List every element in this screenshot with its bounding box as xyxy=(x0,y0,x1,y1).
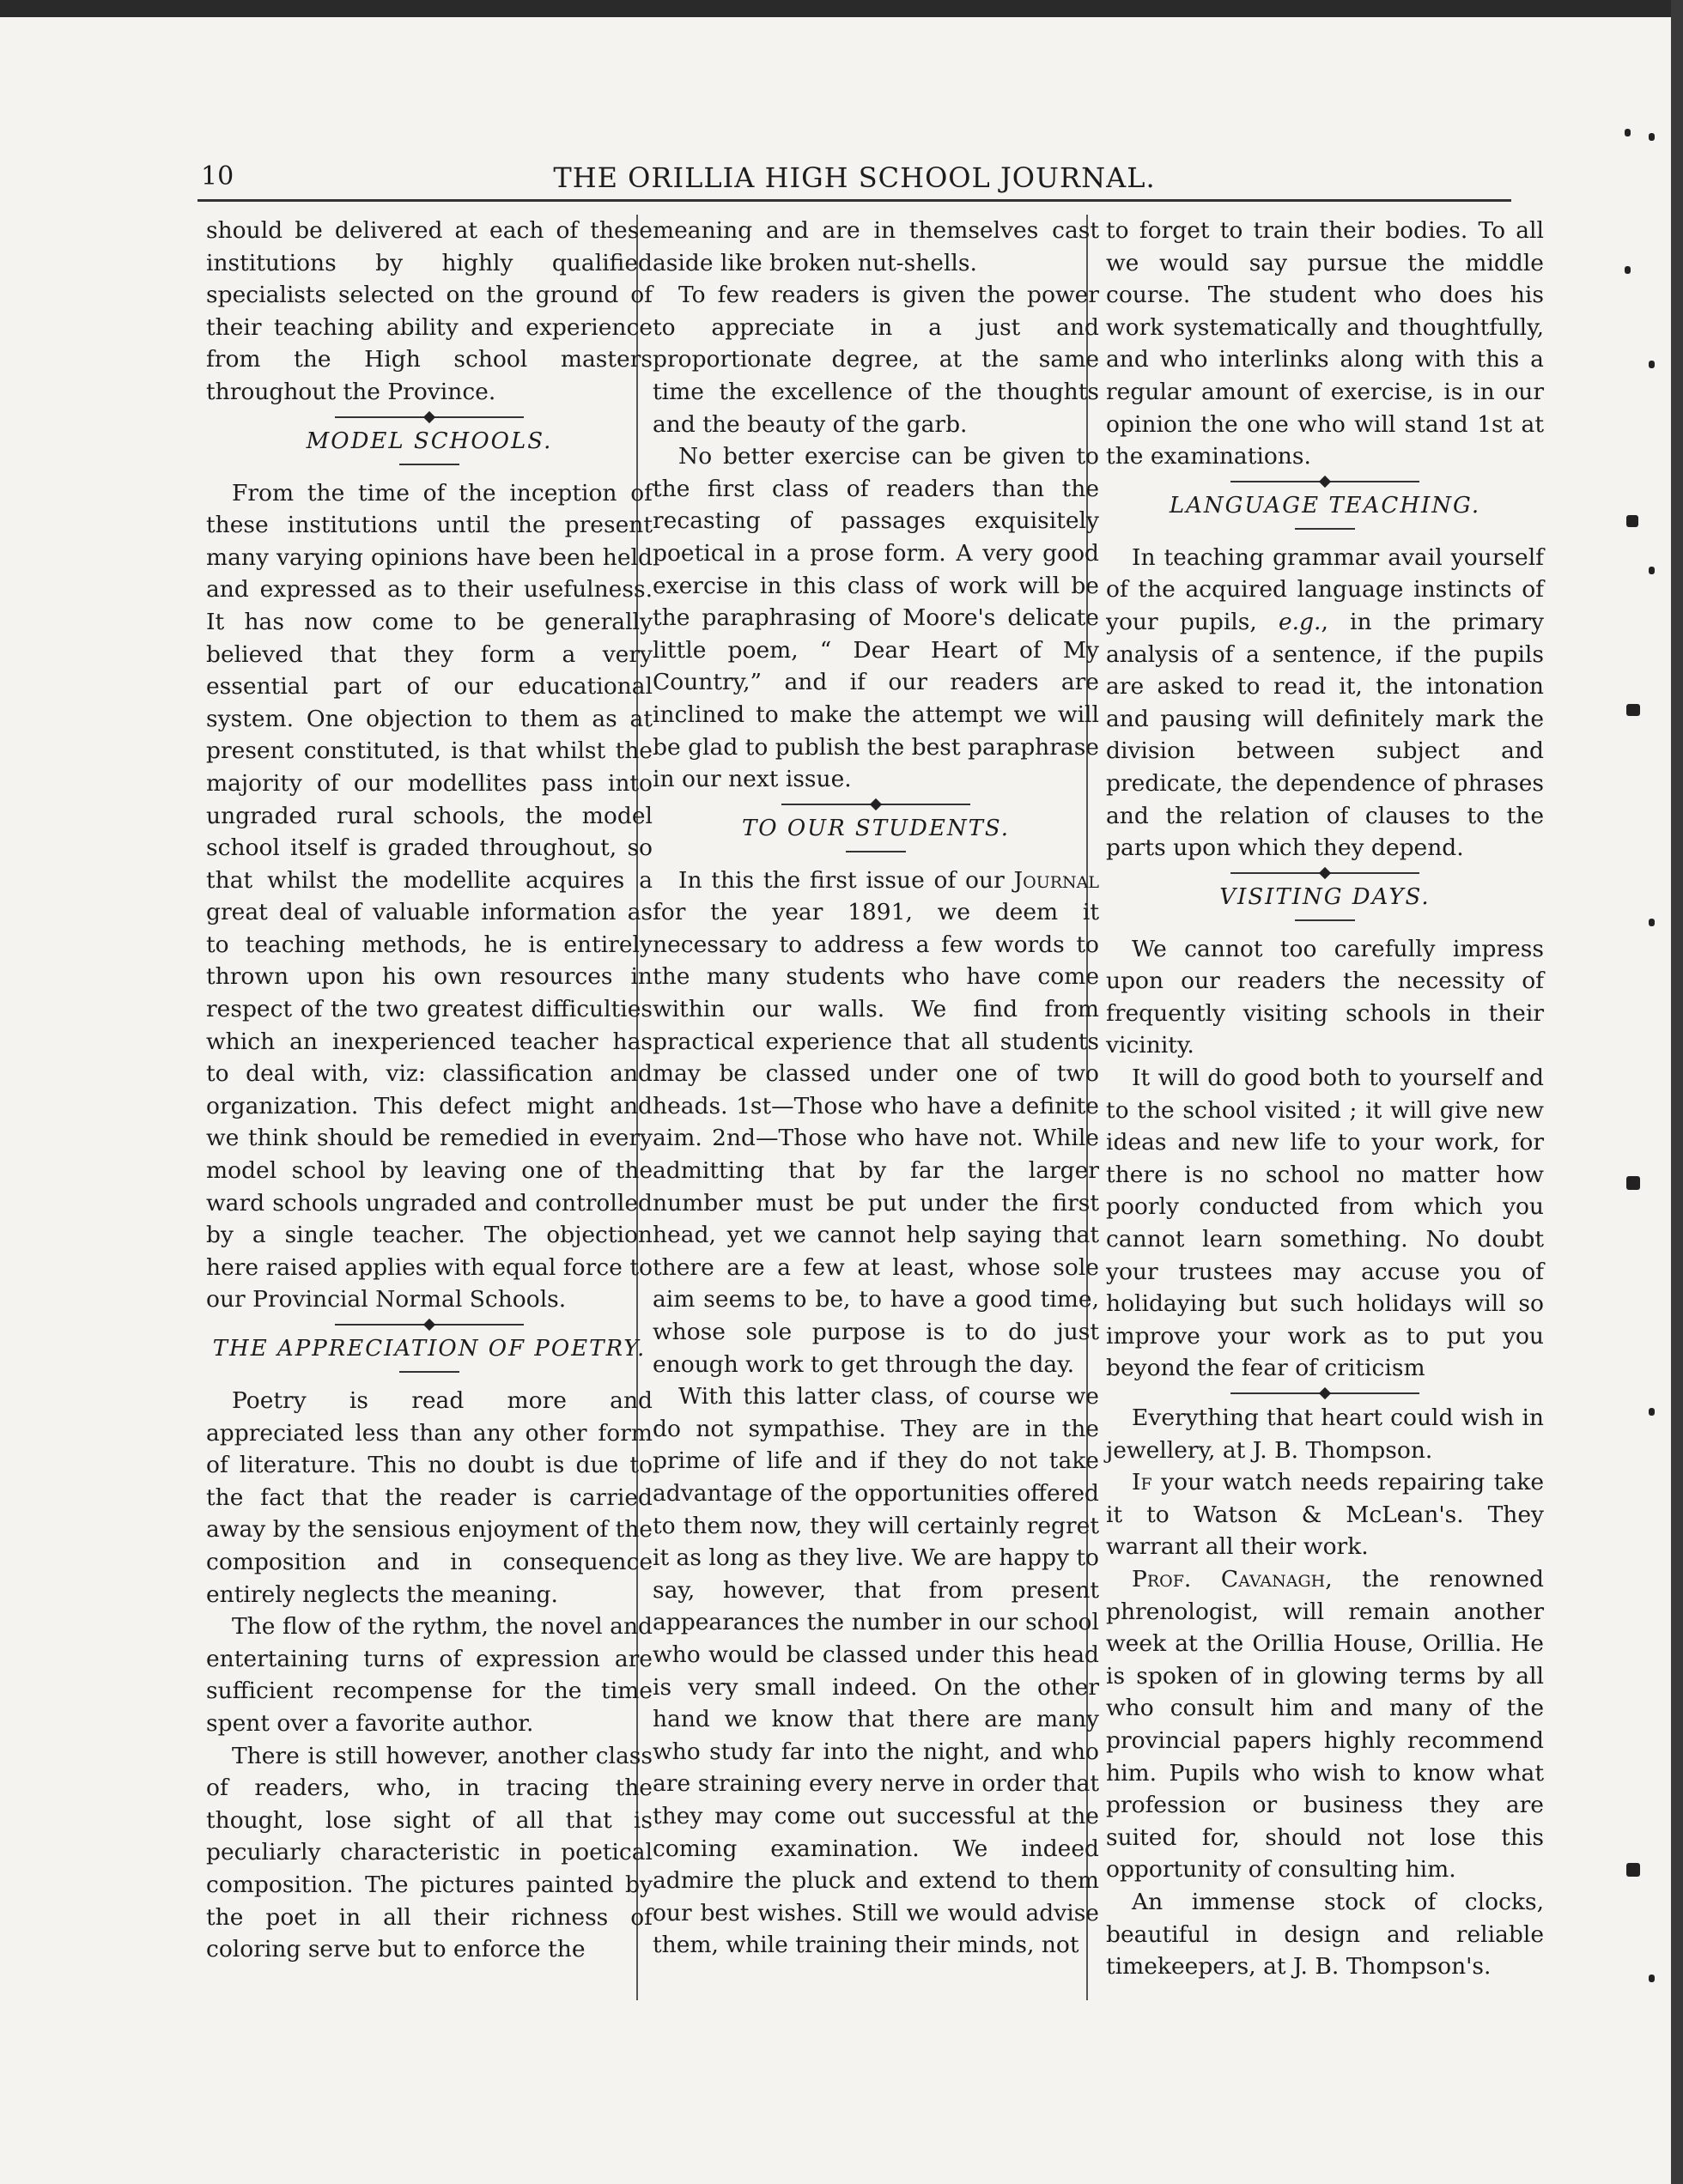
section-heading: VISITING DAYS. xyxy=(1219,883,1431,910)
section-heading: TO OUR STUDENTS. xyxy=(741,815,1011,841)
lead-smallcaps: If xyxy=(1132,1469,1152,1496)
paragraph: No better exercise can be given to the first class of readers than the recasting of passages exquisitely poetical in a prose form. A very good exercise in this class of work will be the paraphrasing of Moore's delicate little poem, “ Dear Heart of My Country,” and if our readers are inclined to make the attempt we will be glad to publish the best paraphrase in our next issue. xyxy=(653,443,1099,793)
column-1 xyxy=(206,215,653,1966)
section-heading: LANGUAGE TEACHING. xyxy=(1169,492,1481,519)
page-number: 10 xyxy=(201,161,234,191)
binding-mark xyxy=(1649,361,1655,368)
heading-rule xyxy=(1295,528,1355,530)
advertisement: An immense stock of clocks, beautiful in design and reliable timekeepers, at J. B. Thompson's. xyxy=(1106,1888,1544,1981)
header-rule xyxy=(197,199,1511,202)
heading-rule xyxy=(399,464,459,465)
section-ornament xyxy=(206,409,653,426)
scan-top-border xyxy=(0,0,1683,17)
heading-rule xyxy=(846,851,906,852)
binding-mark xyxy=(1626,704,1640,716)
binding-mark xyxy=(1649,567,1655,574)
binding-mark xyxy=(1626,1863,1640,1877)
heading-rule xyxy=(399,1371,459,1373)
paragraph: From the time of the inception of these institutions until the present many varying opinions have been held and expressed as to their usefulness. It has now come to be generally believed that they form a very essential part of our educational system. One objection to them as at present constituted, is that whilst the majority of our modellites pass into ungraded rural schools, the model school itself is graded throughout, so that whilst the modellite acquires a great deal of valuable information as to teaching methods, he is entirely thrown upon his own resources in respect of the two greatest difficulties which an inexperienced teacher has to deal with, viz: classification and organization. This defect might and we think should be remedied in every model school by leaving one of the ward schools ungraded and controlled by a single teacher. The objection here raised applies with equal force to our Provincial Normal Schools. xyxy=(206,479,653,1313)
text-run: the renowned phrenologist, will remain another week at the Orillia House, Orillia. He is spoken of in glowing terms by all who consult him and many of the provincial papers highly recommend him. Pupils who wish to know what profession or business they are suited for, should not lose this opportunity of consulting him. xyxy=(1106,1565,1544,1884)
binding-mark xyxy=(1626,515,1638,527)
paragraph: It will do good both to yourself and to the school visited ; it will give new ideas and new life to your work, for there is no school no matter how poorly conducted from which you cannot learn something. No doubt your trustees may accuse you of holidaying but such holidays will so improve your work as to put you beyond the fear of criticism xyxy=(1106,1065,1544,1382)
text-run: your watch needs repairing take it to Watson & McLean's. They warrant all their work. xyxy=(1106,1469,1544,1561)
paragraph: should be delivered at each of these institutions by highly qualified specialists selected on the ground of their teaching ability and experience from the High school masters throughout the Province. xyxy=(206,217,653,405)
paragraph xyxy=(653,864,1099,1381)
text-run: In teaching grammar avail yourself of the acquired language instincts of your pupils, xyxy=(1106,543,1544,635)
section-ornament xyxy=(206,1316,653,1333)
journal-title: THE ORILLIA HIGH SCHOOL JOURNAL. xyxy=(553,161,1156,194)
paragraph: Poetry is read more and appreciated less than any other form of literature. This no doubt is due to the fact that the reader is carried away by the sensious enjoyment of the composition and in consequence entirely neglects the meaning. xyxy=(206,1387,653,1608)
binding-mark xyxy=(1649,919,1655,926)
paragraph: With this latter class, of course we do not sympathise. They are in the prime of life and if they do not take advantage of the opportunities offered to them now, they will certainly regret it as long as they live. We are happy to say, however, that from present appearances the number in our school who would be classed under this head is very small indeed. On the other hand we know that there are many who study far into the night, and who are straining every nerve in order that they may come out successful at the coming examination. We indeed admire the pluck and extend to them our best wishes. Still we would advise them, while training their minds, not xyxy=(653,1383,1099,1959)
section-heading: MODEL SCHOOLS. xyxy=(306,428,553,454)
italic-eg: e.g. xyxy=(1278,608,1321,635)
paragraph: to forget to train their bodies. To all we would say pursue the middle course. The student who does his work systematically and thoughtfully, and who interlinks along with this a regular amount of exercise, is in our opinion the one who will stand 1st at the examinations. xyxy=(1106,217,1544,470)
binding-mark xyxy=(1649,1975,1655,1982)
journal-smallcaps: Journal xyxy=(1013,866,1099,894)
column-2 xyxy=(653,215,1099,1962)
binding-mark xyxy=(1625,266,1631,274)
lead-smallcaps: Prof. Cavanagh, xyxy=(1132,1565,1333,1592)
paragraph: The flow of the rythm, the novel and entertaining turns of expression are sufficient recompense for the time spent over a favorite author. xyxy=(206,1613,653,1737)
binding-mark xyxy=(1649,1408,1655,1416)
heading-rule xyxy=(1295,919,1355,921)
text-run: , in the primary analysis of a sentence, if the pupils are asked to read it, the intonation and pausing will definitely mark the division between subject and predicate, the dependence of phrases and the relation of clauses to the parts upon which they depend. xyxy=(1106,608,1544,862)
paragraph: We cannot too carefully impress upon our readers the necessity of frequently visiting schools in their vicinity. xyxy=(1106,935,1544,1059)
scan-right-border xyxy=(1671,0,1683,2184)
page-header xyxy=(197,161,1511,199)
section-ornament xyxy=(653,796,1099,813)
binding-marks xyxy=(1614,34,1666,2095)
paragraph: To few readers is given the power to appreciate in a just and proportionate degree, at the same time the excellence of the thoughts and the beauty of the garb. xyxy=(653,282,1099,438)
binding-mark xyxy=(1649,133,1655,141)
text-run: for the year 1891, we deem it necessary to address a few words to the many students who have come within our walls. We find from practical experience that all students may be classed under one of two heads. 1st—Those who have a definite aim. 2nd—Those who have not. While admitting that by far the larger number must be put under the first head, yet we cannot help saying that there are a few at least, whose sole aim seems to be, to have a good time, whose sole purpose is to do just enough work to get through the day. xyxy=(653,899,1099,1378)
binding-mark xyxy=(1626,1176,1640,1190)
section-ornament xyxy=(1106,473,1544,490)
advertisement xyxy=(1106,1563,1544,1886)
text-run: In this the first issue of our xyxy=(678,866,1014,894)
paragraph: meaning and are in themselves cast aside like broken nut-shells. xyxy=(653,217,1099,276)
paragraph: There is still however, another class of readers, who, in tracing the thought, lose sight of all that is peculiarly characteristic in poetical composition. The pictures painted by the poet in all their richness of coloring serve but to enforce the xyxy=(206,1742,653,1963)
advertisement: Everything that heart could wish in jewellery, at J. B. Thompson. xyxy=(1106,1404,1544,1464)
paragraph xyxy=(1106,542,1544,864)
section-ornament xyxy=(1106,864,1544,882)
section-heading: THE APPRECIATION OF POETRY. xyxy=(212,1336,647,1362)
advertisement xyxy=(1106,1466,1544,1563)
section-ornament xyxy=(1106,1385,1544,1402)
binding-mark xyxy=(1625,129,1631,136)
column-3 xyxy=(1106,215,1544,1983)
